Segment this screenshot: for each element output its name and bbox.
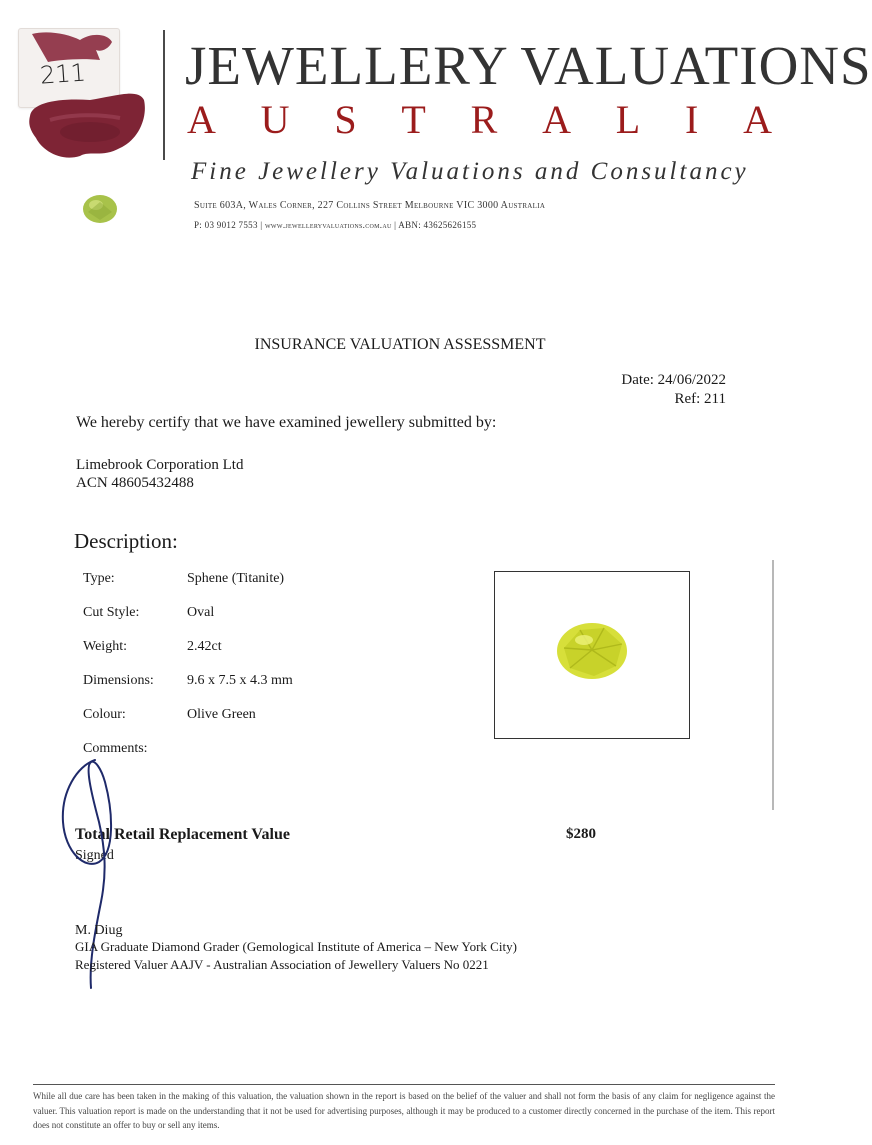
client-acn: ACN 48605432488	[76, 475, 194, 491]
sticker-number: 211	[39, 58, 87, 90]
certification-statement: We hereby certify that we have examined jewellery submitted by:	[76, 414, 497, 431]
gem-photo-image	[554, 620, 630, 682]
dimensions-label: Dimensions:	[83, 673, 154, 688]
colour-value: Olive Green	[187, 707, 256, 722]
description-heading: Description:	[74, 529, 178, 553]
brand-subtitle-letter: A	[542, 97, 571, 142]
weight-value: 2.42ct	[187, 639, 222, 654]
document-ref: Ref: 211	[674, 391, 726, 407]
footer-divider	[33, 1084, 775, 1085]
brand-subtitle-letter: I	[684, 97, 699, 142]
cut-style-value: Oval	[187, 605, 215, 620]
wax-seal-image	[20, 30, 155, 170]
type-label: Type:	[83, 571, 115, 586]
gem-thumbnail-image	[80, 192, 120, 226]
weight-label: Weight:	[83, 639, 127, 654]
valuer-name: M. Diug	[75, 923, 123, 938]
colour-label: Colour:	[83, 707, 126, 722]
dimensions-value: 9.6 x 7.5 x 4.3 mm	[187, 673, 293, 688]
handwritten-signature	[55, 752, 135, 992]
total-value-amount: $280	[566, 826, 596, 842]
brand-subtitle-letter: S	[334, 97, 357, 142]
brand-subtitle	[187, 97, 772, 142]
comments-label: Comments:	[83, 741, 148, 756]
disclaimer-text: While all due care has been taken in the making of this valuation, the valuation shown in the report is based on the belief of the valuer and shall not form the basis of any claim for negligence against the valuer. This valuation report is made on the understanding that it not be used for advertising purposes, although it may be produced to a customer directly concerned in the purchase of the item. This report does not constitute an offer to buy or sell any items.	[33, 1091, 775, 1130]
type-value: Sphene (Titanite)	[187, 571, 285, 586]
document-title: INSURANCE VALUATION ASSESSMENT	[254, 336, 546, 353]
brand-name: JEWELLERY VALUATIONS	[185, 35, 872, 96]
brand-subtitle-letter: U	[260, 97, 290, 142]
brand-subtitle-letter: R	[470, 97, 498, 142]
company-contact: P: 03 9012 7553 | www.jewelleryvaluations.com.au | ABN: 43625626155	[194, 220, 477, 230]
document-date: Date: 24/06/2022	[621, 372, 726, 388]
valuer-credential-aajv: Registered Valuer AAJV - Australian Association of Jewellery Valuers No 0221	[75, 957, 489, 972]
company-address: Suite 603A, Wales Corner, 227 Collins Street Melbourne VIC 3000 Australia	[194, 200, 546, 211]
valuer-credential-gia: GIA Graduate Diamond Grader (Gemological Institute of America – New York City)	[75, 939, 517, 954]
total-value-label: Total Retail Replacement Value	[75, 826, 290, 843]
tagline: Fine Jewellery Valuations and Consultancy	[191, 158, 749, 185]
cut-style-label: Cut Style:	[83, 605, 140, 620]
client-name: Limebrook Corporation Ltd	[76, 457, 244, 473]
brand-subtitle-letter: A	[187, 97, 216, 142]
brand-subtitle-letter: T	[401, 97, 426, 142]
brand-subtitle-letter: L	[615, 97, 641, 142]
scan-edge-line	[772, 560, 774, 810]
brand-subtitle-letter: A	[743, 97, 772, 142]
signed-label: Signed	[75, 848, 114, 863]
header-divider	[163, 30, 165, 160]
